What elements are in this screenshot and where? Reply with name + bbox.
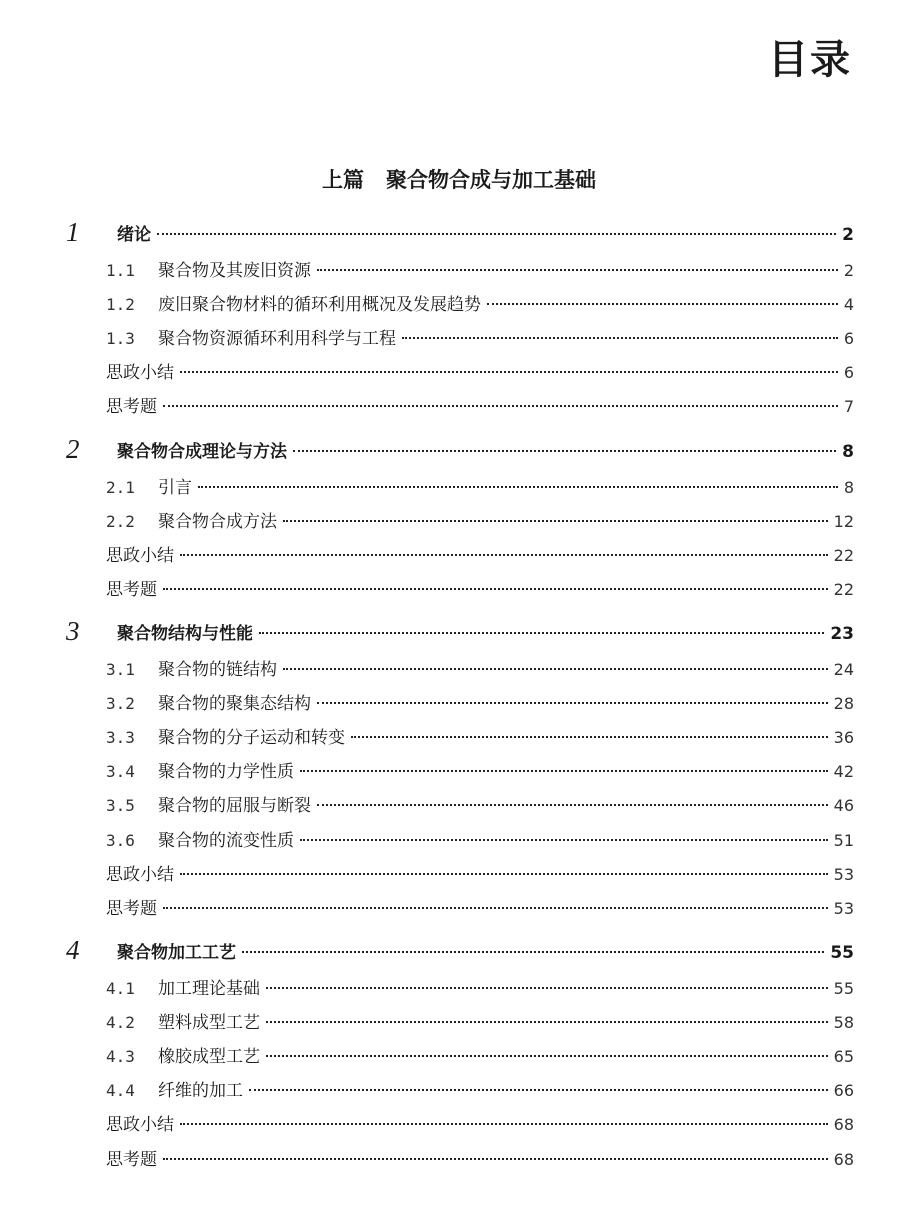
page-number: 8 <box>842 442 854 462</box>
section-number: 3.5 <box>106 796 135 816</box>
dot-leader <box>266 1021 828 1023</box>
misc-row[interactable] <box>106 860 854 890</box>
section-number: 4.1 <box>106 979 135 998</box>
misc-row[interactable] <box>106 1145 854 1175</box>
section-title: 聚合物资源循环利用科学与工程 <box>158 329 396 350</box>
section-title: 思考题 <box>106 1149 157 1170</box>
chapter-number: 3 <box>66 616 80 646</box>
dot-leader <box>180 1123 828 1125</box>
section-title: 塑料成型工艺 <box>158 1013 260 1034</box>
dot-leader <box>293 450 836 452</box>
misc-row[interactable] <box>106 575 854 605</box>
section-number: 3.3 <box>106 728 135 748</box>
chapter-row[interactable] <box>66 935 854 968</box>
dot-leader <box>163 588 828 590</box>
dot-leader <box>180 873 828 875</box>
page-number: 55 <box>833 979 854 998</box>
section-title: 聚合物的聚集态结构 <box>158 694 311 715</box>
section-row[interactable] <box>106 974 854 1004</box>
part-label: 上篇 <box>322 167 364 192</box>
section-number: 4.4 <box>106 1081 135 1101</box>
page-number: 46 <box>833 796 854 816</box>
page-number: 8 <box>843 478 854 497</box>
misc-row[interactable] <box>106 894 854 924</box>
section-title: 引言 <box>158 478 192 498</box>
dot-leader <box>300 839 828 841</box>
section-row[interactable] <box>106 256 854 286</box>
dot-leader <box>317 269 838 271</box>
section-row[interactable] <box>106 507 854 537</box>
dot-leader <box>259 632 824 634</box>
section-row[interactable] <box>106 473 854 503</box>
section-title: 聚合物的流变性质 <box>158 830 294 851</box>
page-number: 36 <box>833 728 854 748</box>
section-title: 橡胶成型工艺 <box>158 1047 260 1068</box>
page-number: 22 <box>833 580 854 600</box>
dot-leader <box>249 1089 828 1091</box>
part-title: 聚合物合成与加工基础 <box>386 167 596 192</box>
section-row[interactable] <box>106 757 854 787</box>
page-number: 6 <box>843 363 854 383</box>
chapter-row[interactable] <box>66 434 854 467</box>
section-row[interactable] <box>106 689 854 719</box>
dot-leader <box>163 405 838 407</box>
section-row[interactable] <box>106 655 854 685</box>
section-row[interactable] <box>106 1008 854 1038</box>
page-number: 24 <box>833 660 854 679</box>
section-title: 加工理论基础 <box>158 979 260 999</box>
page-number: 58 <box>833 1013 854 1033</box>
page-number: 23 <box>830 624 854 644</box>
section-row[interactable] <box>106 791 854 821</box>
chapter-row[interactable] <box>66 616 854 649</box>
section-title: 聚合物的屈服与断裂 <box>158 796 311 817</box>
page-number: 2 <box>842 225 854 245</box>
dot-leader <box>242 951 824 953</box>
page-number: 65 <box>833 1047 854 1067</box>
section-number: 4.2 <box>106 1013 135 1033</box>
dot-leader <box>163 907 828 909</box>
section-row[interactable] <box>106 1076 854 1106</box>
dot-leader <box>266 987 828 989</box>
chapter-row[interactable] <box>66 217 854 250</box>
dot-leader <box>157 233 836 235</box>
section-row[interactable] <box>106 826 854 856</box>
section-number: 1.2 <box>106 295 135 315</box>
section-row[interactable] <box>106 723 854 753</box>
section-title: 聚合物的力学性质 <box>158 762 294 783</box>
section-number: 1.1 <box>106 261 135 280</box>
page-number: 68 <box>833 1115 854 1135</box>
page-number: 28 <box>833 694 854 714</box>
section-row[interactable] <box>106 324 854 354</box>
misc-row[interactable] <box>106 358 854 388</box>
dot-leader <box>163 1158 828 1160</box>
dot-leader <box>402 337 838 339</box>
section-number: 3.4 <box>106 762 135 782</box>
chapter-title: 绪论 <box>117 225 151 245</box>
page-number: 42 <box>833 762 854 782</box>
page-title: 目录 <box>768 37 852 83</box>
dot-leader <box>180 554 828 556</box>
section-title: 思政小结 <box>106 864 174 885</box>
section-number: 1.3 <box>106 329 135 349</box>
misc-row[interactable] <box>106 1110 854 1140</box>
section-title: 纤维的加工 <box>158 1081 243 1102</box>
section-title: 思政小结 <box>106 363 174 384</box>
section-title: 聚合物及其废旧资源 <box>158 261 311 281</box>
chapter-title: 聚合物结构与性能 <box>117 624 253 644</box>
section-title: 思考题 <box>106 898 157 919</box>
section-row[interactable] <box>106 290 854 320</box>
page-number: 7 <box>843 397 854 417</box>
dot-leader <box>317 804 828 806</box>
page-number: 53 <box>833 864 854 884</box>
part-heading <box>0 167 918 192</box>
dot-leader <box>351 736 828 738</box>
dot-leader <box>283 520 828 522</box>
page-number: 2 <box>843 261 854 280</box>
page-number: 55 <box>830 943 854 963</box>
section-number: 3.1 <box>106 660 135 679</box>
chapter-title: 聚合物合成理论与方法 <box>117 442 287 462</box>
page-number: 4 <box>843 295 854 315</box>
dot-leader <box>487 303 838 305</box>
section-number: 2.1 <box>106 478 135 497</box>
section-title: 思考题 <box>106 397 157 418</box>
section-number: 2.2 <box>106 512 135 532</box>
section-title: 思政小结 <box>106 1115 174 1136</box>
page-number: 6 <box>843 329 854 349</box>
chapter-number: 4 <box>66 935 80 965</box>
chapter-number: 2 <box>66 434 80 464</box>
section-title: 思考题 <box>106 580 157 601</box>
section-number: 4.3 <box>106 1047 135 1067</box>
section-row[interactable] <box>106 1042 854 1072</box>
section-title: 废旧聚合物材料的循环利用概况及发展趋势 <box>158 295 481 316</box>
page-number: 53 <box>833 898 854 918</box>
page-number: 12 <box>833 512 854 532</box>
dot-leader <box>198 486 838 488</box>
section-title: 聚合物的分子运动和转变 <box>158 728 345 749</box>
section-title: 聚合物的链结构 <box>158 660 277 680</box>
dot-leader <box>283 668 828 670</box>
page-number: 51 <box>833 830 854 850</box>
section-title: 聚合物合成方法 <box>158 512 277 533</box>
page-number: 66 <box>833 1081 854 1101</box>
section-number: 3.2 <box>106 694 135 714</box>
dot-leader <box>180 371 838 373</box>
page-number: 22 <box>833 546 854 566</box>
page-number: 68 <box>833 1149 854 1169</box>
misc-row[interactable] <box>106 541 854 571</box>
section-number: 3.6 <box>106 830 135 850</box>
dot-leader <box>266 1055 828 1057</box>
dot-leader <box>317 702 828 704</box>
section-title: 思政小结 <box>106 546 174 567</box>
dot-leader <box>300 770 828 772</box>
chapter-number: 1 <box>66 217 80 247</box>
chapter-title: 聚合物加工工艺 <box>117 943 236 963</box>
misc-row[interactable] <box>106 392 854 422</box>
